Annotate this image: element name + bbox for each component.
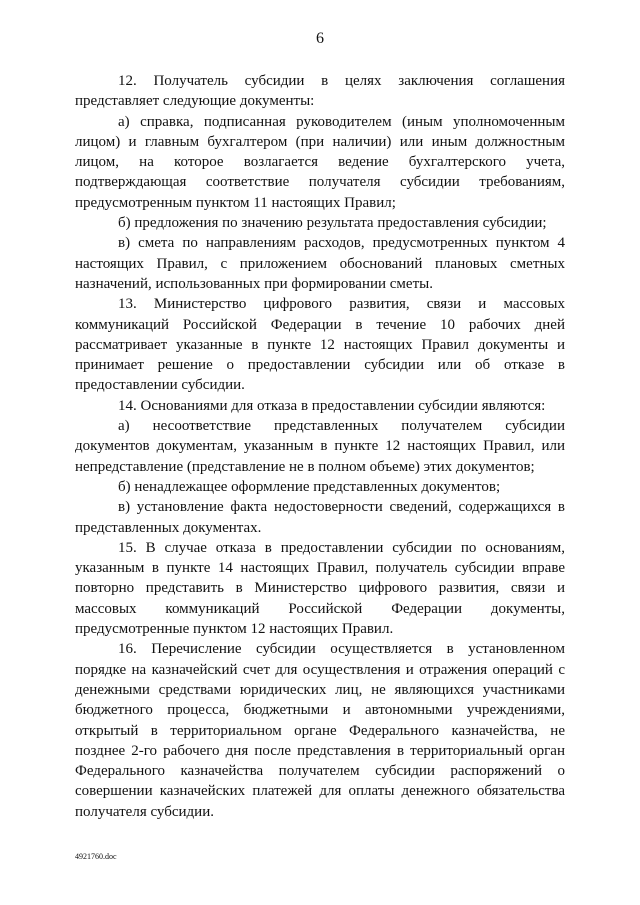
paragraph-12v: в) смета по направлениям расходов, предусмотренных пунктом 4 настоящих Правил, с приложением обоснований плановых сметных назначений, использованных при формировании сметы. <box>75 235 565 292</box>
paragraph-15: 15. В случае отказа в предоставлении субсидии по основаниям, указанным в пункте 14 настоящих Правил, получатель субсидии вправе повторно представить в Министерство цифрового развития, связи и массовых коммуникаций Российской Федерации документы, предусмотренные пунктом 12 настоящих Правил. <box>75 539 565 638</box>
paragraph-14a: а) несоответствие представленных получателем субсидии документов документам, указанным в пункте 12 настоящих Правил, или непредставление (представление не в полном объеме) этих документов; <box>75 418 565 475</box>
paragraph-14v: в) установление факта недостоверности сведений, содержащихся в представленных документах. <box>75 499 565 536</box>
page-number: 6 <box>316 30 324 47</box>
paragraph-12a: а) справка, подписанная руководителем (иным уполномоченным лицом) и главным бухгалтером (при наличии) или иным должностным лицом, на которое возлагается ведение бухгалтерского учета, подтверждающая соответствие получателя субсидии требованиям, предусмотренным пунктом 11 настоящих Правил; <box>75 113 565 211</box>
paragraph-12b: б) предложения по значению результата предоставления субсидии; <box>118 215 547 232</box>
paragraph-12: 12. Получатель субсидии в целях заключения соглашения представляет следующие документы: <box>75 73 565 110</box>
paragraph-16: 16. Перечисление субсидии осуществляется в установленном порядке на казначейский счет для осуществления и отражения операций с денежными средствами юридических лиц, не являющихся участниками бюджетного процесса, бюджетными и автономными учреждениями, открытый в территориальном органе Федерального казначейства, не позднее 2-го рабочего дня после представления в территориальный орган Федерального казначейства получателем субсидии распоряжений о совершении казначейских платежей для оплаты денежного обязательства получателя субсидии. <box>75 641 565 820</box>
document-body <box>75 71 565 822</box>
paragraph-13: 13. Министерство цифрового развития, связи и массовых коммуникаций Российской Федерации в течение 10 рабочих дней рассматривает указанные в пункте 12 настоящих Правил документы и принимает решение о предоставлении субсидии или об отказе в предоставлении субсидии. <box>75 296 565 394</box>
paragraph-14b: б) ненадлежащее оформление представленных документов; <box>118 478 501 495</box>
paragraph-14: 14. Основаниями для отказа в предоставлении субсидии являются: <box>118 397 546 414</box>
document-file-id: 4921760.doc <box>75 852 117 861</box>
